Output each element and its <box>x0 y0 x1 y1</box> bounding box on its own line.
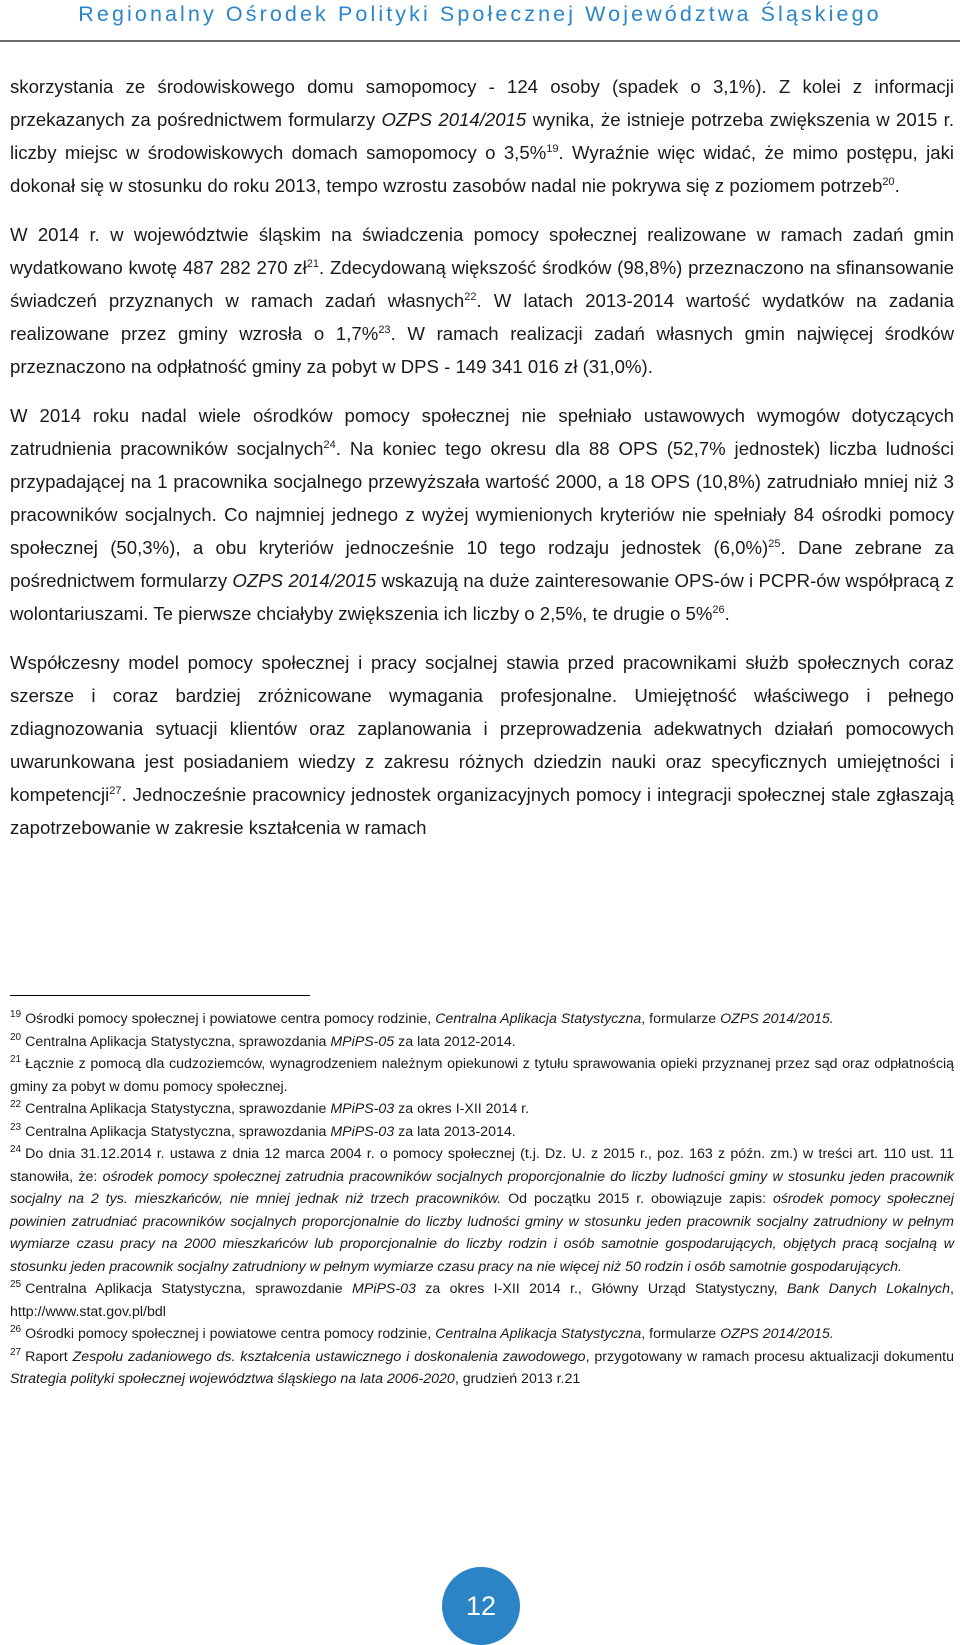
footnote-22: $^{22}$ Centralna Aplikacja Statystyczna, sprawozdanie MPiPS-03 za okres I-XII 2014 r. <box>10 1099 530 1117</box>
footnote-21: $^{21}$ Łącznie z pomocą dla cudzoziemców, wynagrodzeniem należnym opiekunowi z tytułu sprawowania opieki przyznanej przez sąd oraz odpłatnością gminy za pobyt w domu pomocy społecznej. <box>10 1054 954 1095</box>
footnote-25: $^{25}$ Centralna Aplikacja Statystyczna, sprawozdanie MPiPS-03 za okres I-XII 2014 r., Główny Urząd Statystyczny, Bank Danych Lokalnych, http://www.stat.gov.pl/bdl <box>10 1279 954 1320</box>
footnote-ref-22[interactable]: 22 <box>464 291 477 303</box>
body-text <box>10 70 954 844</box>
footnote-ref-25[interactable]: 25 <box>768 538 781 550</box>
paragraph-1: skorzystania ze środowiskowego domu samopomocy - 124 osoby (spadek o 3,1%). Z kolei z informacji przekazanych za pośrednictwem formularzy OZPS 2014/2015 wynika, że istnieje potrzeba zwiększenia w 2015 r. liczby miejsc w środowiskowych domach samopomocy o 3,5%$^{19}$. Wyraźnie więc widać, że mimo postępu, jaki dokonał się w stosunku do roku 2013, tempo wzrostu zasobów nadal nie pokrywa się z poziomem potrzeb$^{20}$. <box>10 76 955 196</box>
footnote-ref-21[interactable]: 21 <box>306 258 320 270</box>
footnote-27: $^{27}$ Raport Zespołu zadaniowego ds. kształcenia ustawicznego i doskonalenia zawodowego, przygotowany w ramach procesu aktualizacji dokumentu Strategia polityki społecznej województwa śląskiego na lata 2006-2020, grudzień 2013 r.21 <box>10 1346 955 1387</box>
footnote-24: $^{24}$ Do dnia 31.12.2014 r. ustawa z dnia 12 marca 2004 r. o pomocy społecznej (t.j. Dz. U. z 2015 r., poz. 163 z późn. zm.) w treści art. 110 ust. 11 stanowiła, że: ośrodek pomocy społecznej zatrudnia pracowników socjalnych proporcjonalnie do liczby ludności gminy w stosunku jeden pracownik socjalny na 2 tys. mieszkańców, nie mniej jednak niż trzech pracowników. Od początku 2015 r. obowiązuje zapis: ośrodek pomocy społecznej powinien zatrudniać pracowników socjalnych proporcjonalnie do liczby ludności gminy w stosunku jeden pracownik socjalny zatrudniony w pełnym wymiarze czasu pracy na 2000 mieszkańców lub proporcjonalnie do liczby rodzin i osób samotnie gospodarujących, objętych pracą socjalną w stosunku jeden pracownik socjalny zatrudniony w pełnym wymiarze czasu pracy na nie więcej niż 50 rodzin i osób samotnie gospodarujących. <box>10 1144 955 1275</box>
paragraph-4: Współczesny model pomocy społecznej i pracy socjalnej stawia przed pracownikami służb społecznych coraz szersze i coraz bardziej zróżnicowane wymagania profesjonalne. Umiejętność właściwego i pełnego zdiagnozowania sytuacji klientów oraz zaplanowania i przeprowadzenia adekwatnych działań pomocowych uwarunkowana jest posiadaniem wiedzy z zakresu różnych dziedzin nauki oraz specyficznych umiejętności i kompetencji$^{27}$. Jednocześnie pracownicy jednostek organizacyjnych pomocy i integracji społecznej stale zgłaszają zapotrzebowanie w zakresie kształcenia w ramach <box>10 652 954 838</box>
running-header <box>0 0 960 42</box>
footnote-ref-19[interactable]: 19 <box>546 143 559 155</box>
footnote-ref-20[interactable]: 20 <box>882 176 895 188</box>
footnote-ref-26[interactable]: 26 <box>712 604 725 616</box>
page-number-badge <box>442 1567 520 1645</box>
footnote-19: $^{19}$ Ośrodki pomocy społecznej i powiatowe centra pomocy rodzinie, Centralna Aplikacja Statystyczna, formularze OZPS 2014/2015. <box>10 1009 834 1027</box>
footnotes <box>10 1008 954 1391</box>
footnote-23: $^{23}$ Centralna Aplikacja Statystyczna, sprawozdania MPiPS-03 za lata 2013-2014. <box>10 1121 516 1140</box>
footnote-ref-27[interactable]: 27 <box>109 785 122 797</box>
footnote-ref-23[interactable]: 23 <box>378 324 391 336</box>
bdl-link[interactable]: , http://www.stat.gov.pl/bdl <box>10 1281 954 1320</box>
paragraph-2: W 2014 r. w województwie śląskim na świadczenia pomocy społecznej realizowane w ramach zadań gmin wydatkowano kwotę 487 282 270 $zł^{21}$. Zdecydowaną większość środków (98,8%) przeznaczono na sfinansowanie świadczeń przyznanych w ramach zadań własnych$^{22}$. W latach 2013-2014 wartość wydatków na zadania realizowane przez gminy wzrosła o 1,7%$^{23}$. W ramach realizacji zadań własnych gmin najwięcej środków przeznaczono na odpłatność gminy za pobyt w DPS - 149 341 016 zł (31,0%). <box>10 224 955 377</box>
header-title: Regionalny Ośrodek Polityki Społecznej Województwa Śląskiego <box>78 2 882 26</box>
paragraph-3: W 2014 roku nadal wiele ośrodków pomocy społecznej nie spełniało ustawowych wymogów dotyczących zatrudnienia pracowników socjalnych$^{24}$. Na koniec tego okresu dla 88 OPS (52,7% jednostek) liczba ludności przypadającej na 1 pracownika socjalnego przewyższała wartość 2000, a 18 OPS (10,8%) zatrudniało mniej niż 3 pracowników socjalnych. Co najmniej jednego z wyżej wymienionych kryteriów nie spełniały 84 ośrodki pomocy społecznej (50,3%), a obu kryteriów jednocześnie 10 tego rodzaju jednostek $(6,0\%)^{25}$. Dane zebrane za pośrednictwem formularzy OZPS 2014/2015 wskazują na duże zainteresowanie OPS-ów i PCPR-ów współpracą z wolontariuszami. Te pierwsze chciałyby zwiększenia ich liczby o 2,5%, te drugie o 5%$^{26}$. <box>10 405 954 624</box>
footnote-ref-24[interactable]: 24 <box>323 439 336 451</box>
page-number: 12 <box>465 1590 497 1621</box>
footnote-26: $^{26}$ Ośrodki pomocy społecznej i powiatowe centra pomocy rodzinie, Centralna Aplikacja Statystyczna, formularze OZPS 2014/2015. <box>10 1324 834 1342</box>
footnote-20: $^{20}$ Centralna Aplikacja Statystyczna, sprawozdania MPiPS-05 za lata 2012-2014. <box>10 1031 516 1050</box>
footnote-separator <box>10 995 310 996</box>
